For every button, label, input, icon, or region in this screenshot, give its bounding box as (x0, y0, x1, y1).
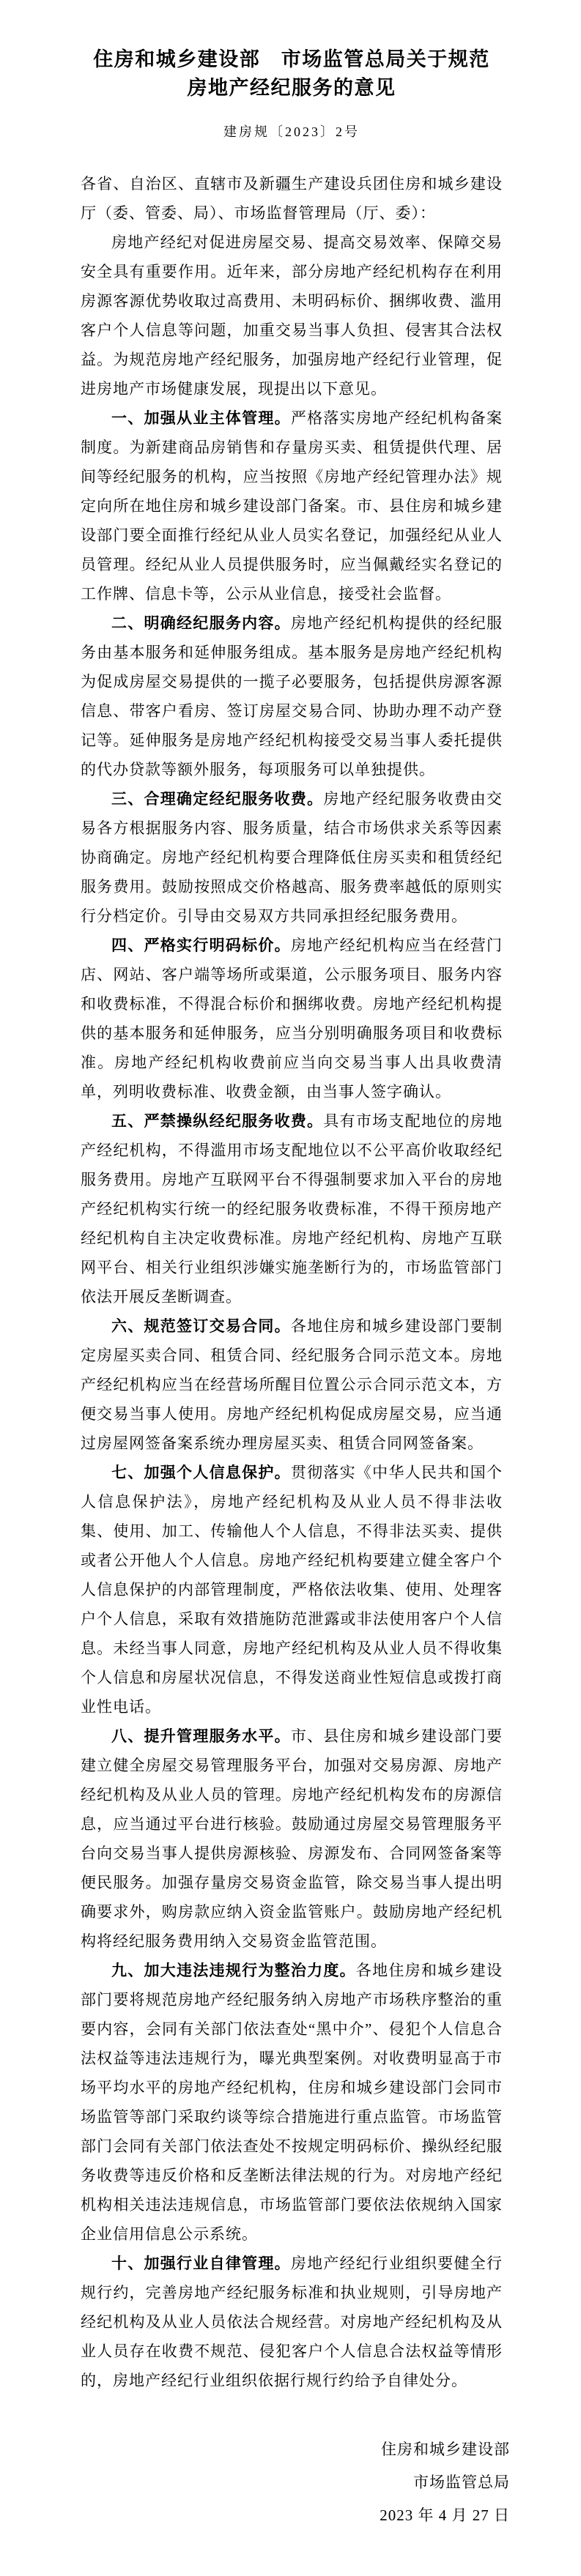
section-body: 具有市场支配地位的房地产经纪机构，不得滥用市场支配地位以不公平高价收取经纪服务费用。房地产互联网平台不得强制要求加入平台的房地产经纪机构实行统一的经纪服务收费标准，不得干预房地产经纪机构自主决定收费标准。房地产经纪机构、房地产互联网平台、相关行业组织涉嫌实施垄断行为的，市场监管部门依法开展反垄断调查。 (81, 1112, 503, 1306)
section-paragraph-4 (81, 931, 503, 1106)
section-paragraph-8 (81, 1721, 503, 1956)
section-heading: 十、加强行业自律管理。 (111, 2255, 291, 2272)
section-body: 各地住房和城乡建设部门要将规范房地产经纪服务纳入房地产市场秩序整治的重要内容，会同有关部门依法查处“黑中介”、侵犯个人信息合法权益等违法违规行为，曝光典型案例。对收费明显高于市场平均水平的房地产经纪机构，住房和城乡建设部门会同市场监管等部门采取约谈等综合措施进行重点监管。市场监管部门会同有关部门依法查处不按规定明码标价、操纵经纪服务收费等违反价格和反垄断法律法规的行为。对房地产经纪机构相关违法违规信息，市场监管部门要依法依规纳入国家企业信用信息公示系统。 (81, 1962, 503, 2243)
section-body: 房地产经纪机构应当在经营门店、网站、客户端等场所或渠道，公示服务项目、服务内容和收费标准，不得混合标价和捆绑收费。房地产经纪机构提供的基本服务和延伸服务，应当分别明确服务项目和收费标准。房地产经纪机构收费前应当向交易当事人出具收费清单，列明收费标准、收费金额，由当事人签字确认。 (81, 937, 503, 1101)
document-body (81, 169, 503, 2395)
signature-date: 2023 年 4 月 27 日 (380, 2506, 510, 2524)
document-title (81, 45, 503, 103)
intro-paragraph: 房地产经纪对促进房屋交易、提高交易效率、保障交易安全具有重要作用。近年来，部分房地产经纪机构存在利用房源客源优势收取过高费用、未明码标价、捆绑收费、滥用客户个人信息等问题，加重交易当事人负担、侵害其合法权益。为规范房地产经纪服务，加强房地产经纪行业管理，促进房地产市场健康发展，现提出以下意见。 (81, 234, 503, 398)
section-paragraph-5 (81, 1106, 503, 1311)
section-heading: 五、严禁操纵经纪服务收费。 (111, 1112, 324, 1130)
section-body: 各地住房和城乡建设部门要制定房屋买卖合同、租赁合同、经纪服务合同示范文本。房地产经纪机构应当在经营场所醒目位置公示合同示范文本，方便交易当事人使用。房地产经纪机构促成房屋交易，应当通过房屋网签备案系统办理房屋买卖、租赁合同网签备案。 (81, 1317, 503, 1452)
section-heading: 四、严格实行明码标价。 (111, 937, 291, 954)
section-heading: 六、规范签订交易合同。 (111, 1317, 291, 1335)
section-paragraph-3 (81, 784, 503, 931)
section-paragraph-1 (81, 403, 503, 608)
section-paragraph-9 (81, 1956, 503, 2249)
document-title-line2: 房地产经纪服务的意见 (187, 77, 396, 99)
section-paragraph-2 (81, 608, 503, 784)
section-body: 贯彻落实《中华人民共和国个人信息保护法》，房地产经纪机构及从业人员不得非法收集、使用、加工、传输他人个人信息，不得非法买卖、提供或者公开他人个人信息。房地产经纪机构要建立健全客户个人信息保护的内部管理制度，严格依法收集、使用、处理客户个人信息，采取有效措施防范泄露或非法使用客户个人信息。未经当事人同意，房地产经纪机构及从业人员不得收集个人信息和房屋状况信息，不得发送商业性短信息或拨打商业性电话。 (81, 1464, 503, 1716)
document-title-line1: 住房和城乡建设部 市场监管总局关于规范 (93, 48, 490, 70)
section-body: 房地产经纪机构提供的经纪服务由基本服务和延伸服务组成。基本服务是房地产经纪机构为促成房屋交易提供的一揽子必要服务，包括提供房源客源信息、带客户看房、签订房屋交易合同、协助办理不动产登记等。延伸服务是房地产经纪机构接受交易当事人委托提供的代办贷款等额外服务，每项服务可以单独提供。 (81, 614, 503, 778)
section-paragraph-10 (81, 2249, 503, 2395)
section-paragraph-6 (81, 1311, 503, 1458)
section-body: 房地产经纪行业组织要健全行规行约，完善房地产经纪服务标准和执业规则，引导房地产经纪机构及从业人员依法合规经营。对房地产经纪机构及从业人员存在收费不规范、侵犯客户个人信息合法权益等情形的，房地产经纪行业组织依据行规行约给予自律处分。 (81, 2255, 503, 2389)
document-number: 建房规〔2023〕2号 (223, 124, 360, 139)
section-body: 房地产经纪服务收费由交易各方根据服务内容、服务质量，结合市场供求关系等因素协商确定。房地产经纪机构要合理降低住房买卖和租赁经纪服务费用。鼓励按照成交价格越高、服务费率越低的原则实行分档定价。引导由交易双方共同承担经纪服务费用。 (81, 790, 503, 925)
section-heading: 一、加强从业主体管理。 (111, 409, 291, 427)
signature-org2: 市场监管总局 (413, 2473, 510, 2491)
signature-org1: 住房和城乡建设部 (381, 2441, 510, 2458)
section-heading: 二、明确经纪服务内容。 (111, 614, 291, 632)
section-heading: 七、加强个人信息保护。 (111, 1464, 291, 1481)
salutation: 各省、自治区、直辖市及新疆生产建设兵团住房和城乡建设厅（委、管委、局）、市场监督管理局（厅、委）： (81, 175, 503, 222)
section-paragraph-7 (81, 1458, 503, 1721)
section-body: 市、县住房和城乡建设部门要建立健全房屋交易管理服务平台，加强对交易房源、房地产经纪机构及从业人员的管理。房地产经纪机构发布的房源信息，应当通过平台进行核验。鼓励通过房屋交易管理服务平台向交易当事人提供房源核验、房源发布、合同网签备案等便民服务。加强存量房交易资金监管，除交易当事人提出明确要求外，购房款应纳入资金监管账户。鼓励房地产经纪机构将经纪服务费用纳入交易资金监管范围。 (81, 1727, 503, 1950)
section-heading: 三、合理确定经纪服务收费。 (111, 790, 324, 808)
section-heading: 九、加大违法违规行为整治力度。 (111, 1962, 356, 1979)
section-body: 严格落实房地产经纪机构备案制度。为新建商品房销售和存量房买卖、租赁提供代理、居间等经纪服务的机构，应当按照《房地产经纪管理办法》规定向所在地住房和城乡建设部门备案。市、县住房和城乡建设部门要全面推行经纪从业人员实名登记，加强经纪从业人员管理。经纪从业人员提供服务时，应当佩戴经实名登记的工作牌、信息卡等，公示从业信息，接受社会监督。 (81, 409, 503, 603)
signature-block (81, 2433, 510, 2532)
section-heading: 八、提升管理服务水平。 (111, 1727, 291, 1745)
